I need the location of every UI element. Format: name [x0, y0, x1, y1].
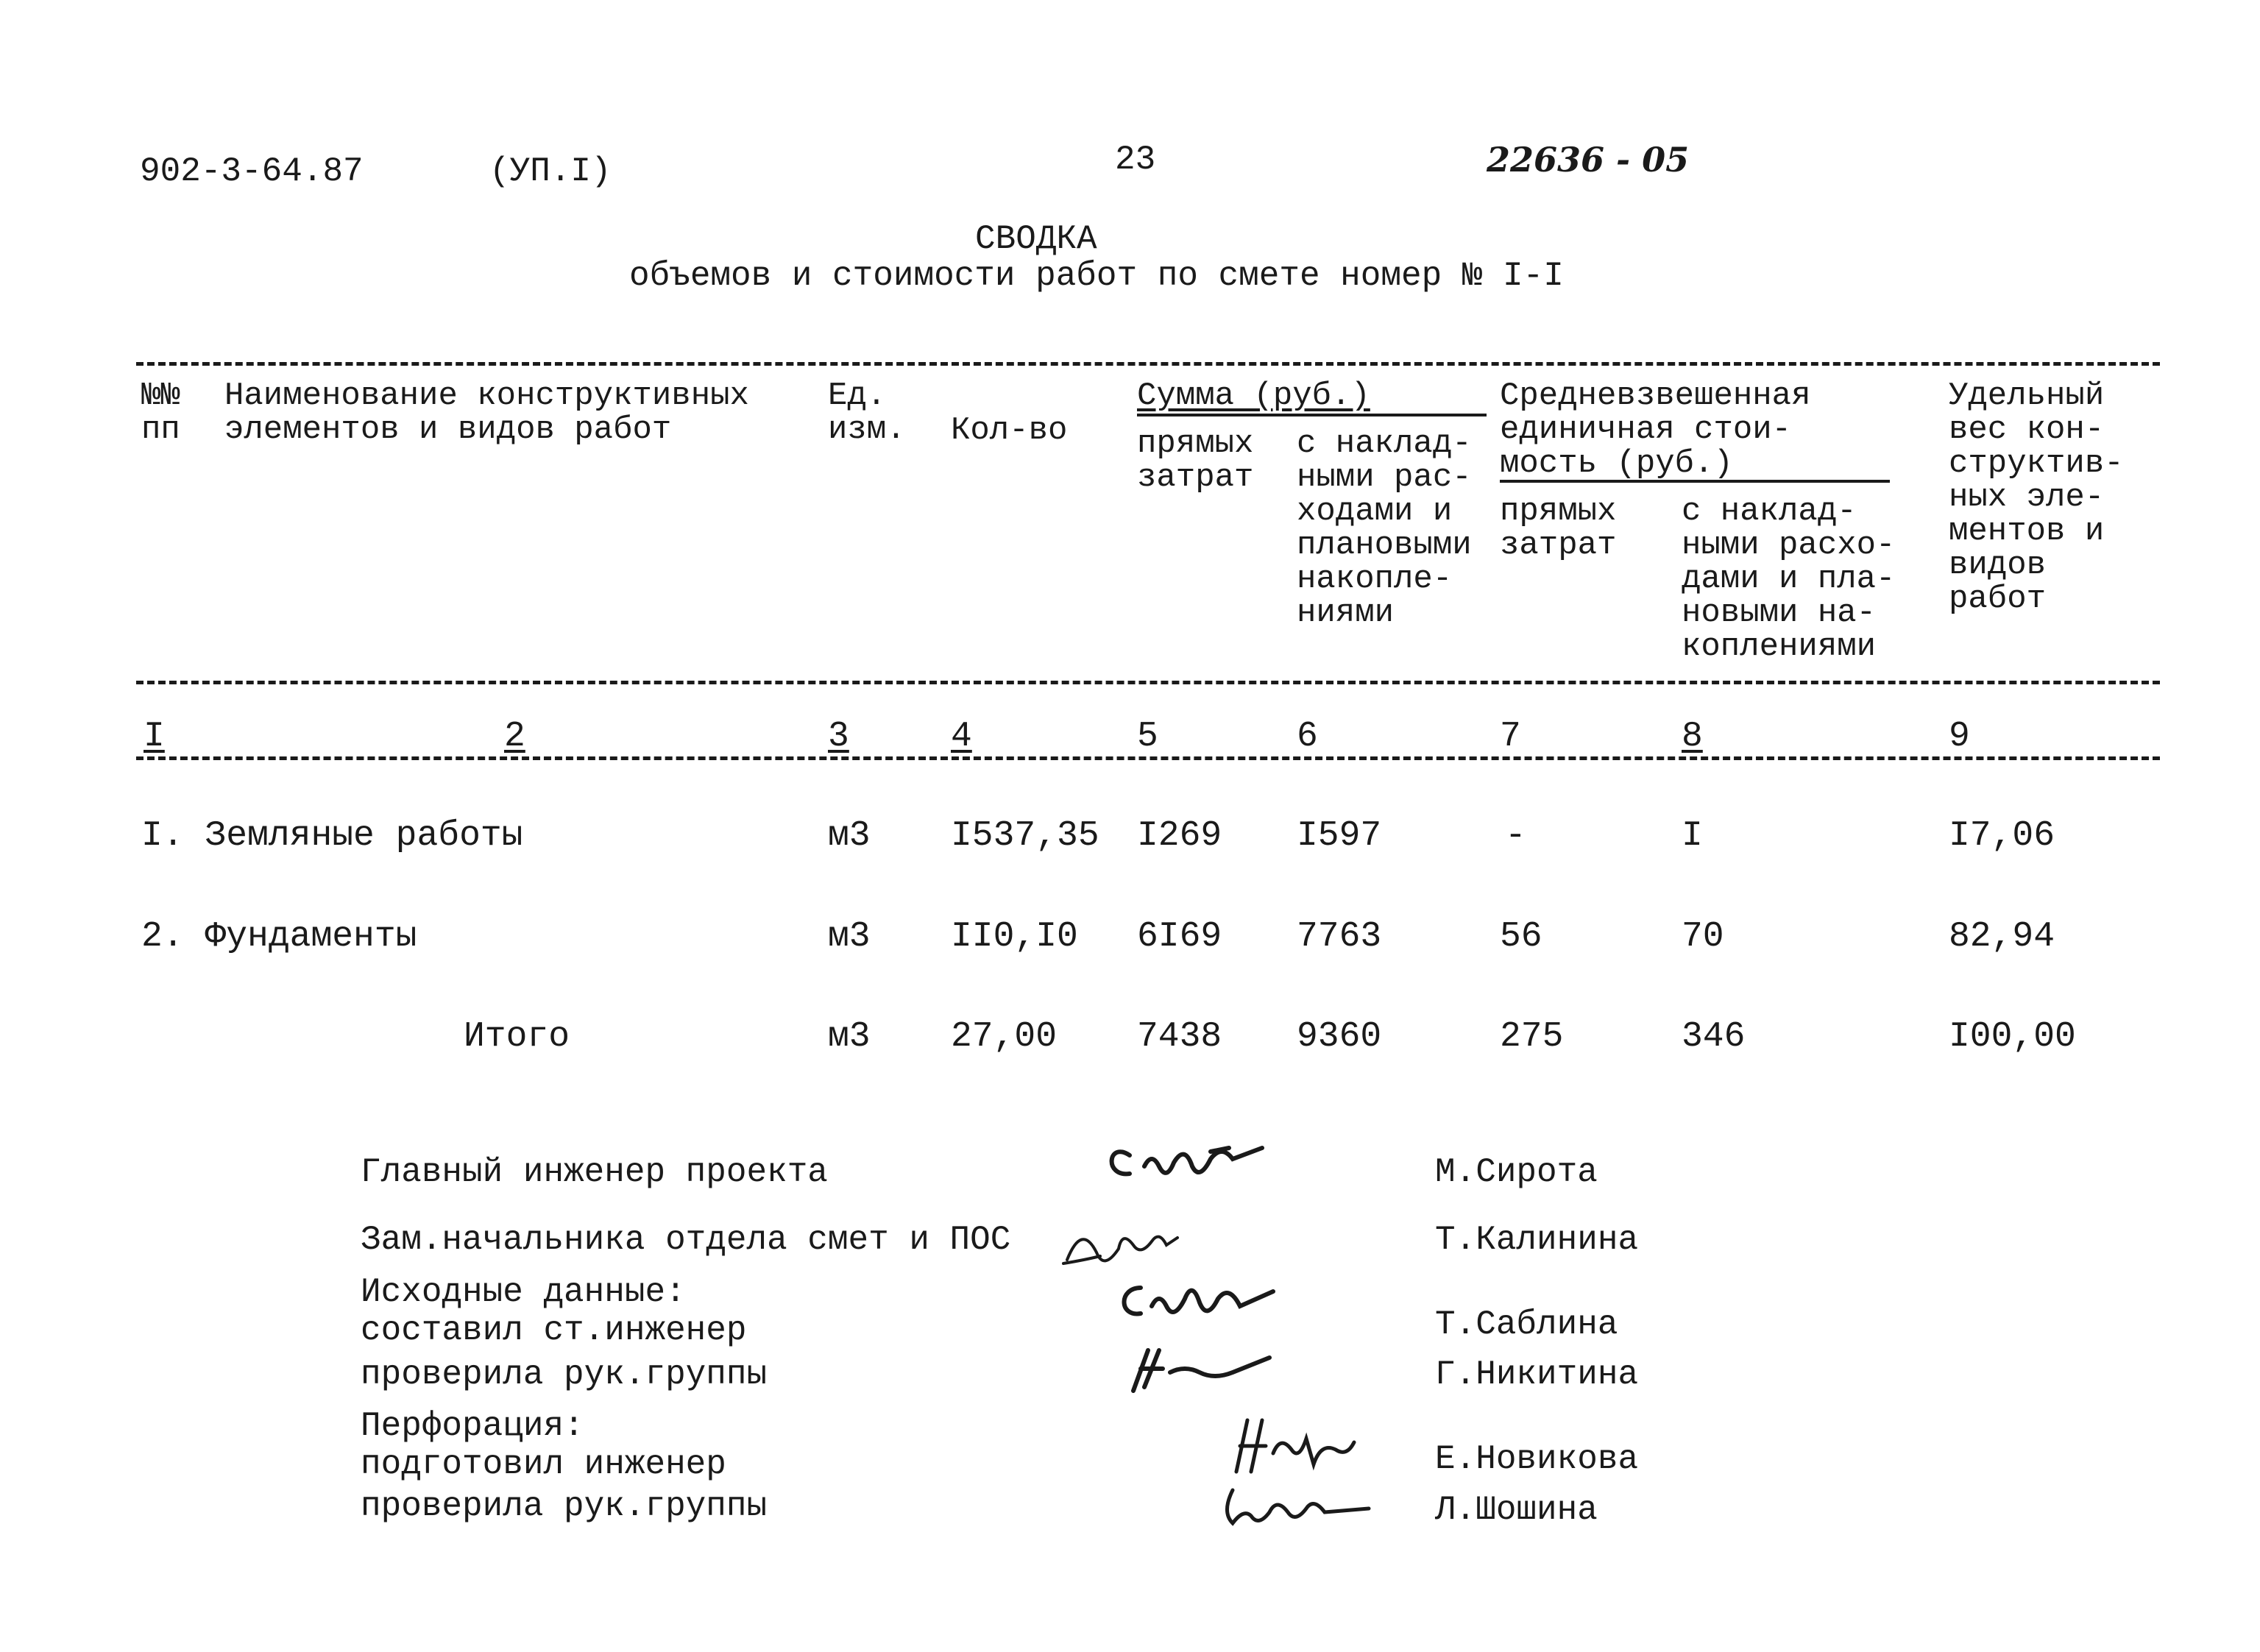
header-name: Наименование конструктивных элементов и видов работ — [224, 377, 749, 448]
column-number-2: 2 — [504, 717, 525, 756]
row-1-avg-direct: - — [1505, 816, 1526, 856]
row-2-avg-overhead: 70 — [1682, 917, 1724, 957]
row-2-quantity: II0,I0 — [951, 917, 1078, 957]
header-sum-group: Сумма (руб.) — [1137, 377, 1370, 414]
row-2-avg-direct: 56 — [1500, 917, 1542, 957]
signature-mark-4 — [1119, 1339, 1310, 1398]
header-sum-direct: прямых затрат — [1137, 425, 1254, 496]
document-title: СВОДКА — [975, 220, 1097, 258]
signatory-name-2: Т.Калинина — [1435, 1221, 1639, 1259]
total-sum-overhead: 9360 — [1297, 1017, 1382, 1057]
row-2-name: 2. Фундаменты — [141, 917, 417, 957]
row-1-quantity: I537,35 — [951, 816, 1099, 856]
signatory-role-2: Зам.начальника отдела смет и ПОС — [361, 1221, 1011, 1259]
column-number-7: 7 — [1500, 717, 1521, 756]
row-1-share: I7,06 — [1949, 816, 2055, 856]
header-bottom-rule — [136, 681, 2160, 684]
project-designation: 902-3-64.87 — [140, 152, 364, 191]
signature-mark-5 — [1225, 1413, 1358, 1479]
signature-mark-3 — [1111, 1273, 1303, 1332]
column-number-8: 8 — [1682, 717, 1703, 756]
document-subtitle: объемов и стоимости работ по смете номер № I-I — [629, 257, 1564, 295]
row-1-unit: м3 — [828, 816, 871, 856]
header-avg-overhead: с наклад- ными расхо- дами и пла- новыми на- коплениями — [1682, 493, 1896, 665]
signatory-name-4: Г.Никитина — [1435, 1355, 1639, 1394]
signature-mark-2 — [1056, 1216, 1218, 1275]
column-number-9: 9 — [1949, 717, 1970, 756]
header-sum-overhead: с наклад- ными рас- ходами и плановыми накопле- ниями — [1297, 425, 1472, 631]
header-avg-group: Средневзвешенная единичная стои- мость (руб.) — [1500, 377, 1811, 482]
signature-mark-6 — [1214, 1475, 1384, 1534]
column-numbers-rule — [136, 756, 2160, 760]
total-quantity: 27,00 — [951, 1017, 1058, 1057]
column-number-5: 5 — [1137, 717, 1158, 756]
signatory-role-6: проверила рук.группы — [361, 1487, 768, 1525]
sum-group-rule — [1137, 414, 1487, 416]
row-1-avg-overhead: I — [1682, 816, 1703, 856]
header-avg-direct: прямых затрат — [1500, 493, 1617, 564]
signatory-role-1: Главный инженер проекта — [361, 1153, 828, 1191]
row-1-name: I. Земляные работы — [141, 816, 523, 856]
signatory-name-6: Л.Шошина — [1435, 1491, 1598, 1529]
row-2-unit: м3 — [828, 917, 871, 957]
total-unit: м3 — [828, 1017, 871, 1057]
total-share: I00,00 — [1949, 1017, 2076, 1057]
header-number: №№ пп — [141, 377, 180, 448]
header-quantity: Кол-во — [951, 412, 1068, 449]
total-avg-overhead: 346 — [1682, 1017, 1746, 1057]
signatory-role-3: Исходные данные: составил ст.инженер — [361, 1273, 747, 1350]
column-number-6: 6 — [1297, 717, 1318, 756]
total-avg-direct: 275 — [1500, 1017, 1564, 1057]
row-2-sum-direct: 6I69 — [1137, 917, 1222, 957]
table-top-rule — [136, 362, 2160, 366]
row-1-sum-direct: I269 — [1137, 816, 1222, 856]
column-number-1: I — [144, 717, 165, 756]
avg-group-rule — [1500, 480, 1890, 483]
signatory-role-5: Перфорация: подготовил инженер — [361, 1407, 726, 1483]
total-label: Итого — [464, 1017, 570, 1057]
inventory-number: 22636 - 05 — [1487, 140, 1690, 180]
signatory-name-3: Т.Саблина — [1435, 1305, 1618, 1344]
row-1-sum-overhead: I597 — [1297, 816, 1382, 856]
column-number-4: 4 — [951, 717, 972, 756]
row-2-share: 82,94 — [1949, 917, 2055, 957]
header-share: Удельный вес кон- структив- ных эле- ментов и видов работ — [1949, 377, 2124, 617]
row-2-sum-overhead: 7763 — [1297, 917, 1382, 957]
signature-mark-1 — [1100, 1133, 1321, 1192]
column-number-3: 3 — [828, 717, 849, 756]
header-unit: Ед. изм. — [828, 377, 906, 448]
album-number: (УП.I) — [489, 152, 612, 191]
total-sum-direct: 7438 — [1137, 1017, 1222, 1057]
signatory-role-4: проверила рук.группы — [361, 1355, 768, 1394]
page-number: 23 — [1115, 141, 1156, 179]
signatory-name-5: Е.Новикова — [1435, 1440, 1639, 1478]
signatory-name-1: М.Сирота — [1435, 1153, 1598, 1191]
